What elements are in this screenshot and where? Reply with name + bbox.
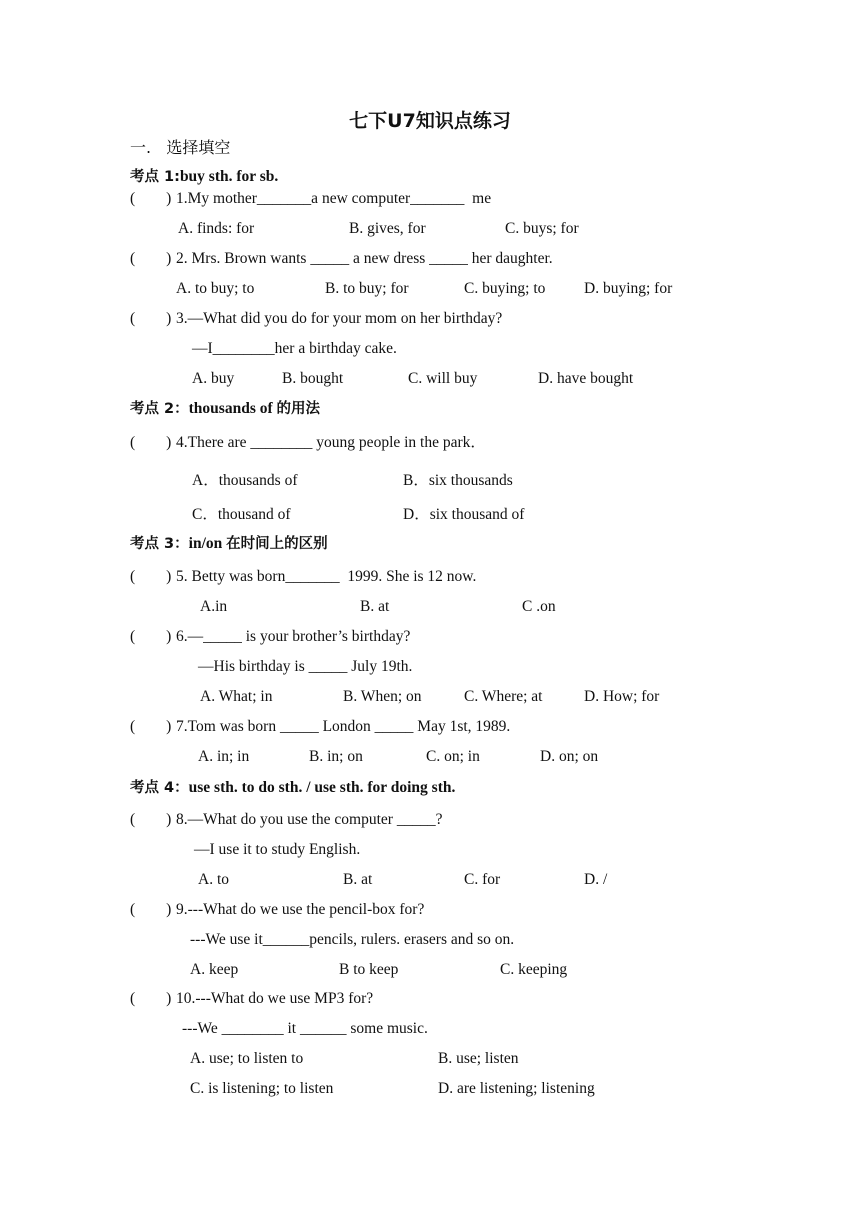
q8-option-b[interactable]: B. at (343, 871, 373, 888)
question-6-stem: 6.—_____ is your brother’s birthday? (176, 628, 411, 645)
q6-option-b[interactable]: B. When; on (343, 688, 422, 705)
answer-blank-8[interactable]: ( ) (130, 811, 172, 828)
q3-option-b[interactable]: B. bought (282, 370, 344, 387)
section-heading (130, 139, 230, 157)
q10-option-a[interactable]: A. use; to listen to (190, 1050, 304, 1067)
question-3-line2: —I________her a birthday cake. (192, 340, 397, 357)
point-4-text: use sth. to do sth. / use sth. for doing sth. (188, 779, 456, 796)
answer-blank-1[interactable]: ( ) (130, 190, 172, 207)
q9-option-b[interactable]: B to keep (339, 961, 399, 978)
point-3-prefix: 考点 3： (130, 536, 189, 552)
q6-option-c[interactable]: C. Where; at (464, 688, 543, 705)
answer-blank-3[interactable]: ( ) (130, 310, 172, 327)
q4-option-a[interactable]: A．thousands of (192, 472, 298, 489)
q7-option-b[interactable]: B. in; on (309, 748, 363, 765)
question-9-stem: 9.---What do we use the pencil-box for? (176, 901, 425, 918)
q5-option-c[interactable]: C .on (522, 598, 556, 615)
q1-option-c[interactable]: C. buys; for (505, 220, 579, 237)
q4-option-c[interactable]: C．thousand of (192, 506, 291, 523)
q3-option-d[interactable]: D. have bought (538, 370, 634, 387)
question-2-stem: 2. Mrs. Brown wants _____ a new dress _____ her daughter. (176, 250, 553, 267)
answer-blank-2[interactable]: ( ) (130, 250, 172, 267)
q6-option-a[interactable]: A. What; in (200, 688, 273, 705)
answer-blank-7[interactable]: ( ) (130, 718, 172, 735)
answer-blank-6[interactable]: ( ) (130, 628, 172, 645)
q10-option-c[interactable]: C. is listening; to listen (190, 1080, 334, 1097)
q2-option-b[interactable]: B. to buy; for (325, 280, 409, 297)
q2-option-d[interactable]: D. buying; for (584, 280, 673, 297)
q8-option-c[interactable]: C. for (464, 871, 501, 888)
q8-option-d[interactable]: D. / (584, 871, 608, 888)
q2-option-a[interactable]: A. to buy; to (176, 280, 255, 297)
point-1-prefix: 考点 1: (130, 169, 180, 185)
question-8-line2: —I use it to study English. (194, 841, 361, 858)
point-2-heading (130, 400, 320, 418)
point-1-heading (130, 168, 278, 186)
question-6-line2: —His birthday is _____ July 19th. (198, 658, 413, 675)
section-label: 选择填空 (166, 138, 231, 157)
question-1-stem: 1.My mother_______a new computer_______ me (176, 190, 492, 207)
point-3-heading (130, 535, 328, 553)
q5-option-a[interactable]: A.in (200, 598, 228, 615)
point-3-text: in/on (188, 535, 227, 552)
q6-option-d[interactable]: D. How; for (584, 688, 660, 705)
q7-option-a[interactable]: A. in; in (198, 748, 250, 765)
q4-option-d[interactable]: D．six thousand of (403, 506, 525, 523)
question-9-line2: ---We use it______pencils, rulers. erasers and so on. (190, 931, 515, 948)
answer-blank-4[interactable]: ( ) (130, 434, 172, 451)
answer-blank-5[interactable]: ( ) (130, 568, 172, 585)
q2-option-c[interactable]: C. buying; to (464, 280, 546, 297)
point-4-prefix: 考点 4： (130, 780, 189, 796)
question-8-stem: 8.—What do you use the computer _____? (176, 811, 443, 828)
question-10-stem: 10.---What do we use MP3 for? (176, 990, 374, 1007)
q1-option-a[interactable]: A. finds: for (178, 220, 255, 237)
q10-option-b[interactable]: B. use; listen (438, 1050, 519, 1067)
q7-option-c[interactable]: C. on; in (426, 748, 480, 765)
q9-option-c[interactable]: C. keeping (500, 961, 568, 978)
q8-option-a[interactable]: A. to (198, 871, 229, 888)
q7-option-d[interactable]: D. on; on (540, 748, 599, 765)
answer-blank-10[interactable]: ( ) (130, 990, 172, 1007)
point-2-prefix: 考点 2： (130, 401, 189, 417)
q10-option-d[interactable]: D. are listening; listening (438, 1080, 595, 1097)
q5-option-b[interactable]: B. at (360, 598, 390, 615)
section-number: 一. (130, 138, 152, 157)
question-3-stem: 3.—What did you do for your mom on her birthday? (176, 310, 503, 327)
point-3-suffix: 在时间上的区别 (226, 536, 328, 552)
question-7-stem: 7.Tom was born _____ London _____ May 1st, 1989. (176, 718, 511, 735)
q4-option-b[interactable]: B．six thousands (403, 472, 513, 489)
q1-option-b[interactable]: B. gives, for (349, 220, 426, 237)
q3-option-a[interactable]: A. buy (192, 370, 235, 387)
point-4-heading (130, 779, 455, 797)
point-2-text: thousands of (188, 400, 277, 417)
point-1-text: buy sth. for sb. (179, 168, 279, 185)
q3-option-c[interactable]: C. will buy (408, 370, 478, 387)
answer-blank-9[interactable]: ( ) (130, 901, 172, 918)
q9-option-a[interactable]: A. keep (190, 961, 239, 978)
page-title: 七下U7知识点练习 (349, 110, 511, 132)
question-5-stem: 5. Betty was born_______ 1999. She is 12 now. (176, 568, 477, 585)
point-2-suffix: 的用法 (276, 401, 321, 417)
question-4-stem: 4.There are ________ young people in the park． (176, 434, 486, 451)
question-10-line2: ---We ________ it ______ some music. (182, 1020, 428, 1037)
